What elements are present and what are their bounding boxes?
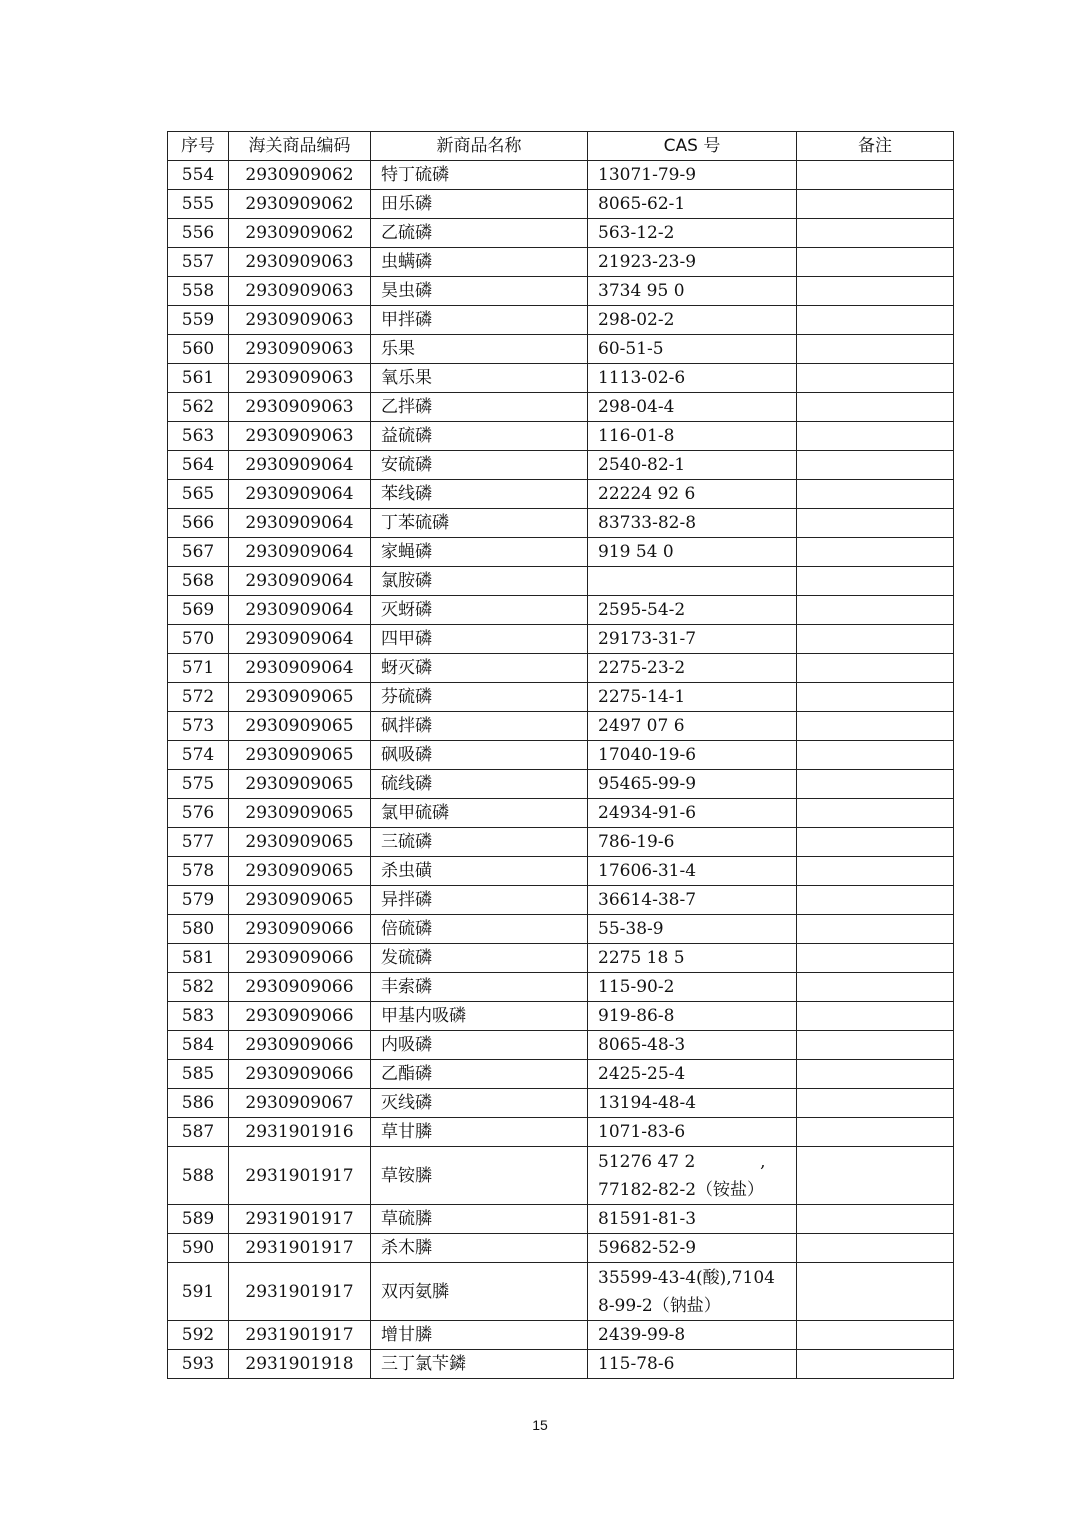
cell-remarks: [797, 451, 954, 480]
table-row: [168, 886, 954, 915]
cell-product-name: 杀虫磺: [371, 857, 588, 886]
cell-cas-number: 17606-31-4: [588, 857, 797, 886]
cell-remarks: [797, 509, 954, 538]
table-row: [168, 1234, 954, 1263]
cell-product-name: 草铵膦: [371, 1147, 588, 1205]
table-row: [168, 422, 954, 451]
cell-index: 565: [168, 480, 229, 509]
cell-index: 577: [168, 828, 229, 857]
table-row: [168, 1002, 954, 1031]
cell-index: 582: [168, 973, 229, 1002]
cell-index: 579: [168, 886, 229, 915]
cell-index: 570: [168, 625, 229, 654]
table-row: [168, 654, 954, 683]
cell-customs-code: 2930909063: [229, 335, 371, 364]
cell-customs-code: 2930909062: [229, 190, 371, 219]
cell-cas-number: 298-04-4: [588, 393, 797, 422]
cell-cas-number: 83733-82-8: [588, 509, 797, 538]
cas-line-1: 35599-43-4(酸),7104: [598, 1267, 775, 1288]
cell-index: 567: [168, 538, 229, 567]
cell-index: 584: [168, 1031, 229, 1060]
table-row: [168, 335, 954, 364]
cell-cas-number: 8065-48-3: [588, 1031, 797, 1060]
cell-remarks: [797, 480, 954, 509]
cell-cas-number: 95465-99-9: [588, 770, 797, 799]
table-header-row: [168, 132, 954, 161]
cell-index: 580: [168, 915, 229, 944]
cell-remarks: [797, 683, 954, 712]
cell-cas-number: 2497 07 6: [588, 712, 797, 741]
cell-index: 568: [168, 567, 229, 596]
table-row: [168, 683, 954, 712]
cell-product-name: 特丁硫磷: [371, 161, 588, 190]
cell-index: 590: [168, 1234, 229, 1263]
cell-remarks: [797, 219, 954, 248]
cell-cas-number: 2275 18 5: [588, 944, 797, 973]
cell-product-name: 甲拌磷: [371, 306, 588, 335]
cell-product-name: 丰索磷: [371, 973, 588, 1002]
table-row: [168, 1321, 954, 1350]
cell-cas-number: 2595-54-2: [588, 596, 797, 625]
cell-cas-number: 8065-62-1: [588, 190, 797, 219]
cell-cas-number: 298-02-2: [588, 306, 797, 335]
cell-customs-code: 2930909065: [229, 886, 371, 915]
cell-cas-number: 24934-91-6: [588, 799, 797, 828]
cell-product-name: 发硫磷: [371, 944, 588, 973]
cell-cas-number: 17040-19-6: [588, 741, 797, 770]
cell-remarks: [797, 1089, 954, 1118]
cell-index: 589: [168, 1205, 229, 1234]
table-row: [168, 509, 954, 538]
cell-customs-code: 2930909066: [229, 944, 371, 973]
cell-remarks: [797, 190, 954, 219]
table-row: [168, 596, 954, 625]
cell-product-name: 田乐磷: [371, 190, 588, 219]
table-row: [168, 1350, 954, 1379]
cell-customs-code: 2930909064: [229, 509, 371, 538]
cell-product-name: 虫螨磷: [371, 248, 588, 277]
cell-product-name: 三丁氯苄鏻: [371, 1350, 588, 1379]
cell-cas-number: 29173-31-7: [588, 625, 797, 654]
cell-customs-code: 2930909062: [229, 219, 371, 248]
cell-remarks: [797, 828, 954, 857]
cell-remarks: [797, 1031, 954, 1060]
table-row: [168, 306, 954, 335]
header-remarks: 备注: [797, 132, 954, 161]
table-row: [168, 1205, 954, 1234]
cell-cas-number: 919-86-8: [588, 1002, 797, 1031]
cell-index: 588: [168, 1147, 229, 1205]
cell-index: 581: [168, 944, 229, 973]
cell-customs-code: 2931901916: [229, 1118, 371, 1147]
cell-index: 563: [168, 422, 229, 451]
chemical-list-table: [167, 131, 954, 1379]
cell-cas-number: 13071-79-9: [588, 161, 797, 190]
cell-remarks: [797, 393, 954, 422]
table-row: [168, 248, 954, 277]
cell-customs-code: 2930909064: [229, 480, 371, 509]
cell-remarks: [797, 596, 954, 625]
cell-remarks: [797, 1205, 954, 1234]
cell-remarks: [797, 973, 954, 1002]
cell-remarks: [797, 1234, 954, 1263]
cell-customs-code: 2931901917: [229, 1321, 371, 1350]
cell-customs-code: 2930909063: [229, 422, 371, 451]
cell-product-name: 双丙氨膦: [371, 1263, 588, 1321]
cell-cas-number: 116-01-8: [588, 422, 797, 451]
cell-product-name: 倍硫磷: [371, 915, 588, 944]
cell-product-name: 昊虫磷: [371, 277, 588, 306]
cell-cas-number: 786-19-6: [588, 828, 797, 857]
cell-remarks: [797, 1263, 954, 1321]
cell-cas-number: 2540-82-1: [588, 451, 797, 480]
table-row: [168, 219, 954, 248]
cell-index: 578: [168, 857, 229, 886]
table-row: [168, 161, 954, 190]
table-body: [168, 161, 954, 1379]
cell-customs-code: 2930909064: [229, 596, 371, 625]
cell-remarks: [797, 567, 954, 596]
cell-remarks: [797, 422, 954, 451]
table-row: [168, 1263, 954, 1321]
cell-customs-code: 2930909063: [229, 393, 371, 422]
table-row: [168, 393, 954, 422]
table-row: [168, 915, 954, 944]
cell-index: 569: [168, 596, 229, 625]
cell-cas-number: [588, 1263, 797, 1321]
cell-customs-code: 2930909067: [229, 1089, 371, 1118]
table-row: [168, 1031, 954, 1060]
cell-cas-number: 1071-83-6: [588, 1118, 797, 1147]
cell-customs-code: 2931901917: [229, 1234, 371, 1263]
cell-remarks: [797, 1118, 954, 1147]
cell-product-name: 乙硫磷: [371, 219, 588, 248]
cell-index: 593: [168, 1350, 229, 1379]
cell-customs-code: 2930909064: [229, 654, 371, 683]
cell-index: 555: [168, 190, 229, 219]
cell-customs-code: 2931901917: [229, 1147, 371, 1205]
cell-index: 571: [168, 654, 229, 683]
cell-cas-number: 36614-38-7: [588, 886, 797, 915]
table-row: [168, 770, 954, 799]
cell-customs-code: 2930909064: [229, 567, 371, 596]
table-row: [168, 857, 954, 886]
cell-product-name: 芬硫磷: [371, 683, 588, 712]
cell-cas-number: 2439-99-8: [588, 1321, 797, 1350]
cas-line-2: 77182-82-2（铵盐）: [598, 1179, 765, 1200]
cell-product-name: 灭线磷: [371, 1089, 588, 1118]
cell-cas-number: 59682-52-9: [588, 1234, 797, 1263]
cell-remarks: [797, 712, 954, 741]
cas-line-1: 51276 47 2 ,: [598, 1151, 766, 1172]
cell-cas-number: 21923-23-9: [588, 248, 797, 277]
cell-product-name: 硫线磷: [371, 770, 588, 799]
cell-index: 556: [168, 219, 229, 248]
cell-product-name: 四甲磷: [371, 625, 588, 654]
cell-index: 574: [168, 741, 229, 770]
cas-line-2: 8-99-2（钠盐）: [598, 1295, 721, 1316]
table-row: [168, 190, 954, 219]
cell-cas-number: 3734 95 0: [588, 277, 797, 306]
cell-index: 557: [168, 248, 229, 277]
cell-product-name: 异拌磷: [371, 886, 588, 915]
cell-product-name: 三硫磷: [371, 828, 588, 857]
cell-product-name: 氯胺磷: [371, 567, 588, 596]
table-row: [168, 625, 954, 654]
cell-customs-code: 2930909065: [229, 741, 371, 770]
cell-remarks: [797, 654, 954, 683]
table-row: [168, 828, 954, 857]
header-product-name: 新商品名称: [371, 132, 588, 161]
cell-remarks: [797, 277, 954, 306]
cell-product-name: 乙酯磷: [371, 1060, 588, 1089]
cell-remarks: [797, 248, 954, 277]
cell-remarks: [797, 944, 954, 973]
cell-product-name: 氧乐果: [371, 364, 588, 393]
cell-index: 575: [168, 770, 229, 799]
table-row: [168, 277, 954, 306]
cell-cas-number: 115-78-6: [588, 1350, 797, 1379]
cell-customs-code: 2930909066: [229, 1060, 371, 1089]
cell-cas-number: 60-51-5: [588, 335, 797, 364]
cell-remarks: [797, 799, 954, 828]
cell-customs-code: 2930909064: [229, 625, 371, 654]
cell-index: 560: [168, 335, 229, 364]
cell-remarks: [797, 857, 954, 886]
cell-customs-code: 2931901917: [229, 1205, 371, 1234]
cell-cas-number: [588, 1147, 797, 1205]
cell-remarks: [797, 1147, 954, 1205]
cell-product-name: 益硫磷: [371, 422, 588, 451]
cell-index: 562: [168, 393, 229, 422]
header-index: 序号: [168, 132, 229, 161]
cell-customs-code: 2930909063: [229, 277, 371, 306]
cell-customs-code: 2930909063: [229, 248, 371, 277]
cell-index: 572: [168, 683, 229, 712]
cell-customs-code: 2930909063: [229, 364, 371, 393]
cell-remarks: [797, 306, 954, 335]
cell-product-name: 丁苯硫磷: [371, 509, 588, 538]
cell-remarks: [797, 886, 954, 915]
cell-remarks: [797, 1002, 954, 1031]
cell-index: 587: [168, 1118, 229, 1147]
cell-customs-code: 2930909065: [229, 712, 371, 741]
cell-customs-code: 2931901918: [229, 1350, 371, 1379]
cell-product-name: 氯甲硫磷: [371, 799, 588, 828]
cell-customs-code: 2930909065: [229, 799, 371, 828]
header-cas-number: CAS 号: [588, 132, 797, 161]
cell-customs-code: 2930909064: [229, 451, 371, 480]
cell-cas-number: 919 54 0: [588, 538, 797, 567]
cell-customs-code: 2930909065: [229, 683, 371, 712]
cell-product-name: 安硫磷: [371, 451, 588, 480]
cell-customs-code: 2930909065: [229, 857, 371, 886]
cell-product-name: 甲基内吸磷: [371, 1002, 588, 1031]
cell-customs-code: 2930909065: [229, 828, 371, 857]
cell-index: 586: [168, 1089, 229, 1118]
cell-index: 573: [168, 712, 229, 741]
cell-index: 592: [168, 1321, 229, 1350]
cell-remarks: [797, 770, 954, 799]
table-row: [168, 799, 954, 828]
cell-cas-number: 22224 92 6: [588, 480, 797, 509]
cell-customs-code: 2930909062: [229, 161, 371, 190]
cell-remarks: [797, 741, 954, 770]
table-row: [168, 480, 954, 509]
cell-remarks: [797, 335, 954, 364]
cell-cas-number: 1113-02-6: [588, 364, 797, 393]
cell-index: 566: [168, 509, 229, 538]
cell-cas-number: 2275-14-1: [588, 683, 797, 712]
cell-customs-code: 2930909066: [229, 973, 371, 1002]
header-customs-code: 海关商品编码: [229, 132, 371, 161]
cell-product-name: 家蝇磷: [371, 538, 588, 567]
table-row: [168, 973, 954, 1002]
cell-remarks: [797, 364, 954, 393]
cell-index: 558: [168, 277, 229, 306]
table-row: [168, 712, 954, 741]
cell-customs-code: 2930909064: [229, 538, 371, 567]
cell-cas-number: 2275-23-2: [588, 654, 797, 683]
page-number: 15: [532, 1417, 548, 1433]
cell-cas-number: 563-12-2: [588, 219, 797, 248]
cell-remarks: [797, 1060, 954, 1089]
cell-remarks: [797, 1350, 954, 1379]
cell-cas-number: 81591-81-3: [588, 1205, 797, 1234]
table-row: [168, 567, 954, 596]
table-row: [168, 1060, 954, 1089]
table-row: [168, 741, 954, 770]
cell-remarks: [797, 161, 954, 190]
cell-product-name: 乐果: [371, 335, 588, 364]
cell-customs-code: 2931901917: [229, 1263, 371, 1321]
cell-cas-number: 55-38-9: [588, 915, 797, 944]
cell-index: 564: [168, 451, 229, 480]
cell-product-name: 草甘膦: [371, 1118, 588, 1147]
cell-index: 576: [168, 799, 229, 828]
cell-index: 561: [168, 364, 229, 393]
cell-customs-code: 2930909065: [229, 770, 371, 799]
cell-customs-code: 2930909063: [229, 306, 371, 335]
cell-customs-code: 2930909066: [229, 915, 371, 944]
cell-cas-number: 115-90-2: [588, 973, 797, 1002]
cell-index: 585: [168, 1060, 229, 1089]
cell-index: 583: [168, 1002, 229, 1031]
table-row: [168, 1089, 954, 1118]
table-row: [168, 451, 954, 480]
cell-product-name: 砜吸磷: [371, 741, 588, 770]
cell-index: 591: [168, 1263, 229, 1321]
table-row: [168, 944, 954, 973]
cell-product-name: 乙拌磷: [371, 393, 588, 422]
cell-product-name: 蚜灭磷: [371, 654, 588, 683]
table-row: [168, 538, 954, 567]
cell-product-name: 苯线磷: [371, 480, 588, 509]
table-row: [168, 1118, 954, 1147]
cell-index: 559: [168, 306, 229, 335]
cell-cas-number: 13194-48-4: [588, 1089, 797, 1118]
table-row: [168, 364, 954, 393]
cell-cas-number: 2425-25-4: [588, 1060, 797, 1089]
cell-product-name: 内吸磷: [371, 1031, 588, 1060]
cell-remarks: [797, 1321, 954, 1350]
cell-remarks: [797, 915, 954, 944]
cell-customs-code: 2930909066: [229, 1031, 371, 1060]
cell-product-name: 杀木膦: [371, 1234, 588, 1263]
cell-customs-code: 2930909066: [229, 1002, 371, 1031]
cell-product-name: 砜拌磷: [371, 712, 588, 741]
cell-index: 554: [168, 161, 229, 190]
cell-product-name: 草硫膦: [371, 1205, 588, 1234]
cell-cas-number: [588, 567, 797, 596]
cell-remarks: [797, 538, 954, 567]
cell-product-name: 增甘膦: [371, 1321, 588, 1350]
table-row: [168, 1147, 954, 1205]
cell-product-name: 灭蚜磷: [371, 596, 588, 625]
cell-remarks: [797, 625, 954, 654]
